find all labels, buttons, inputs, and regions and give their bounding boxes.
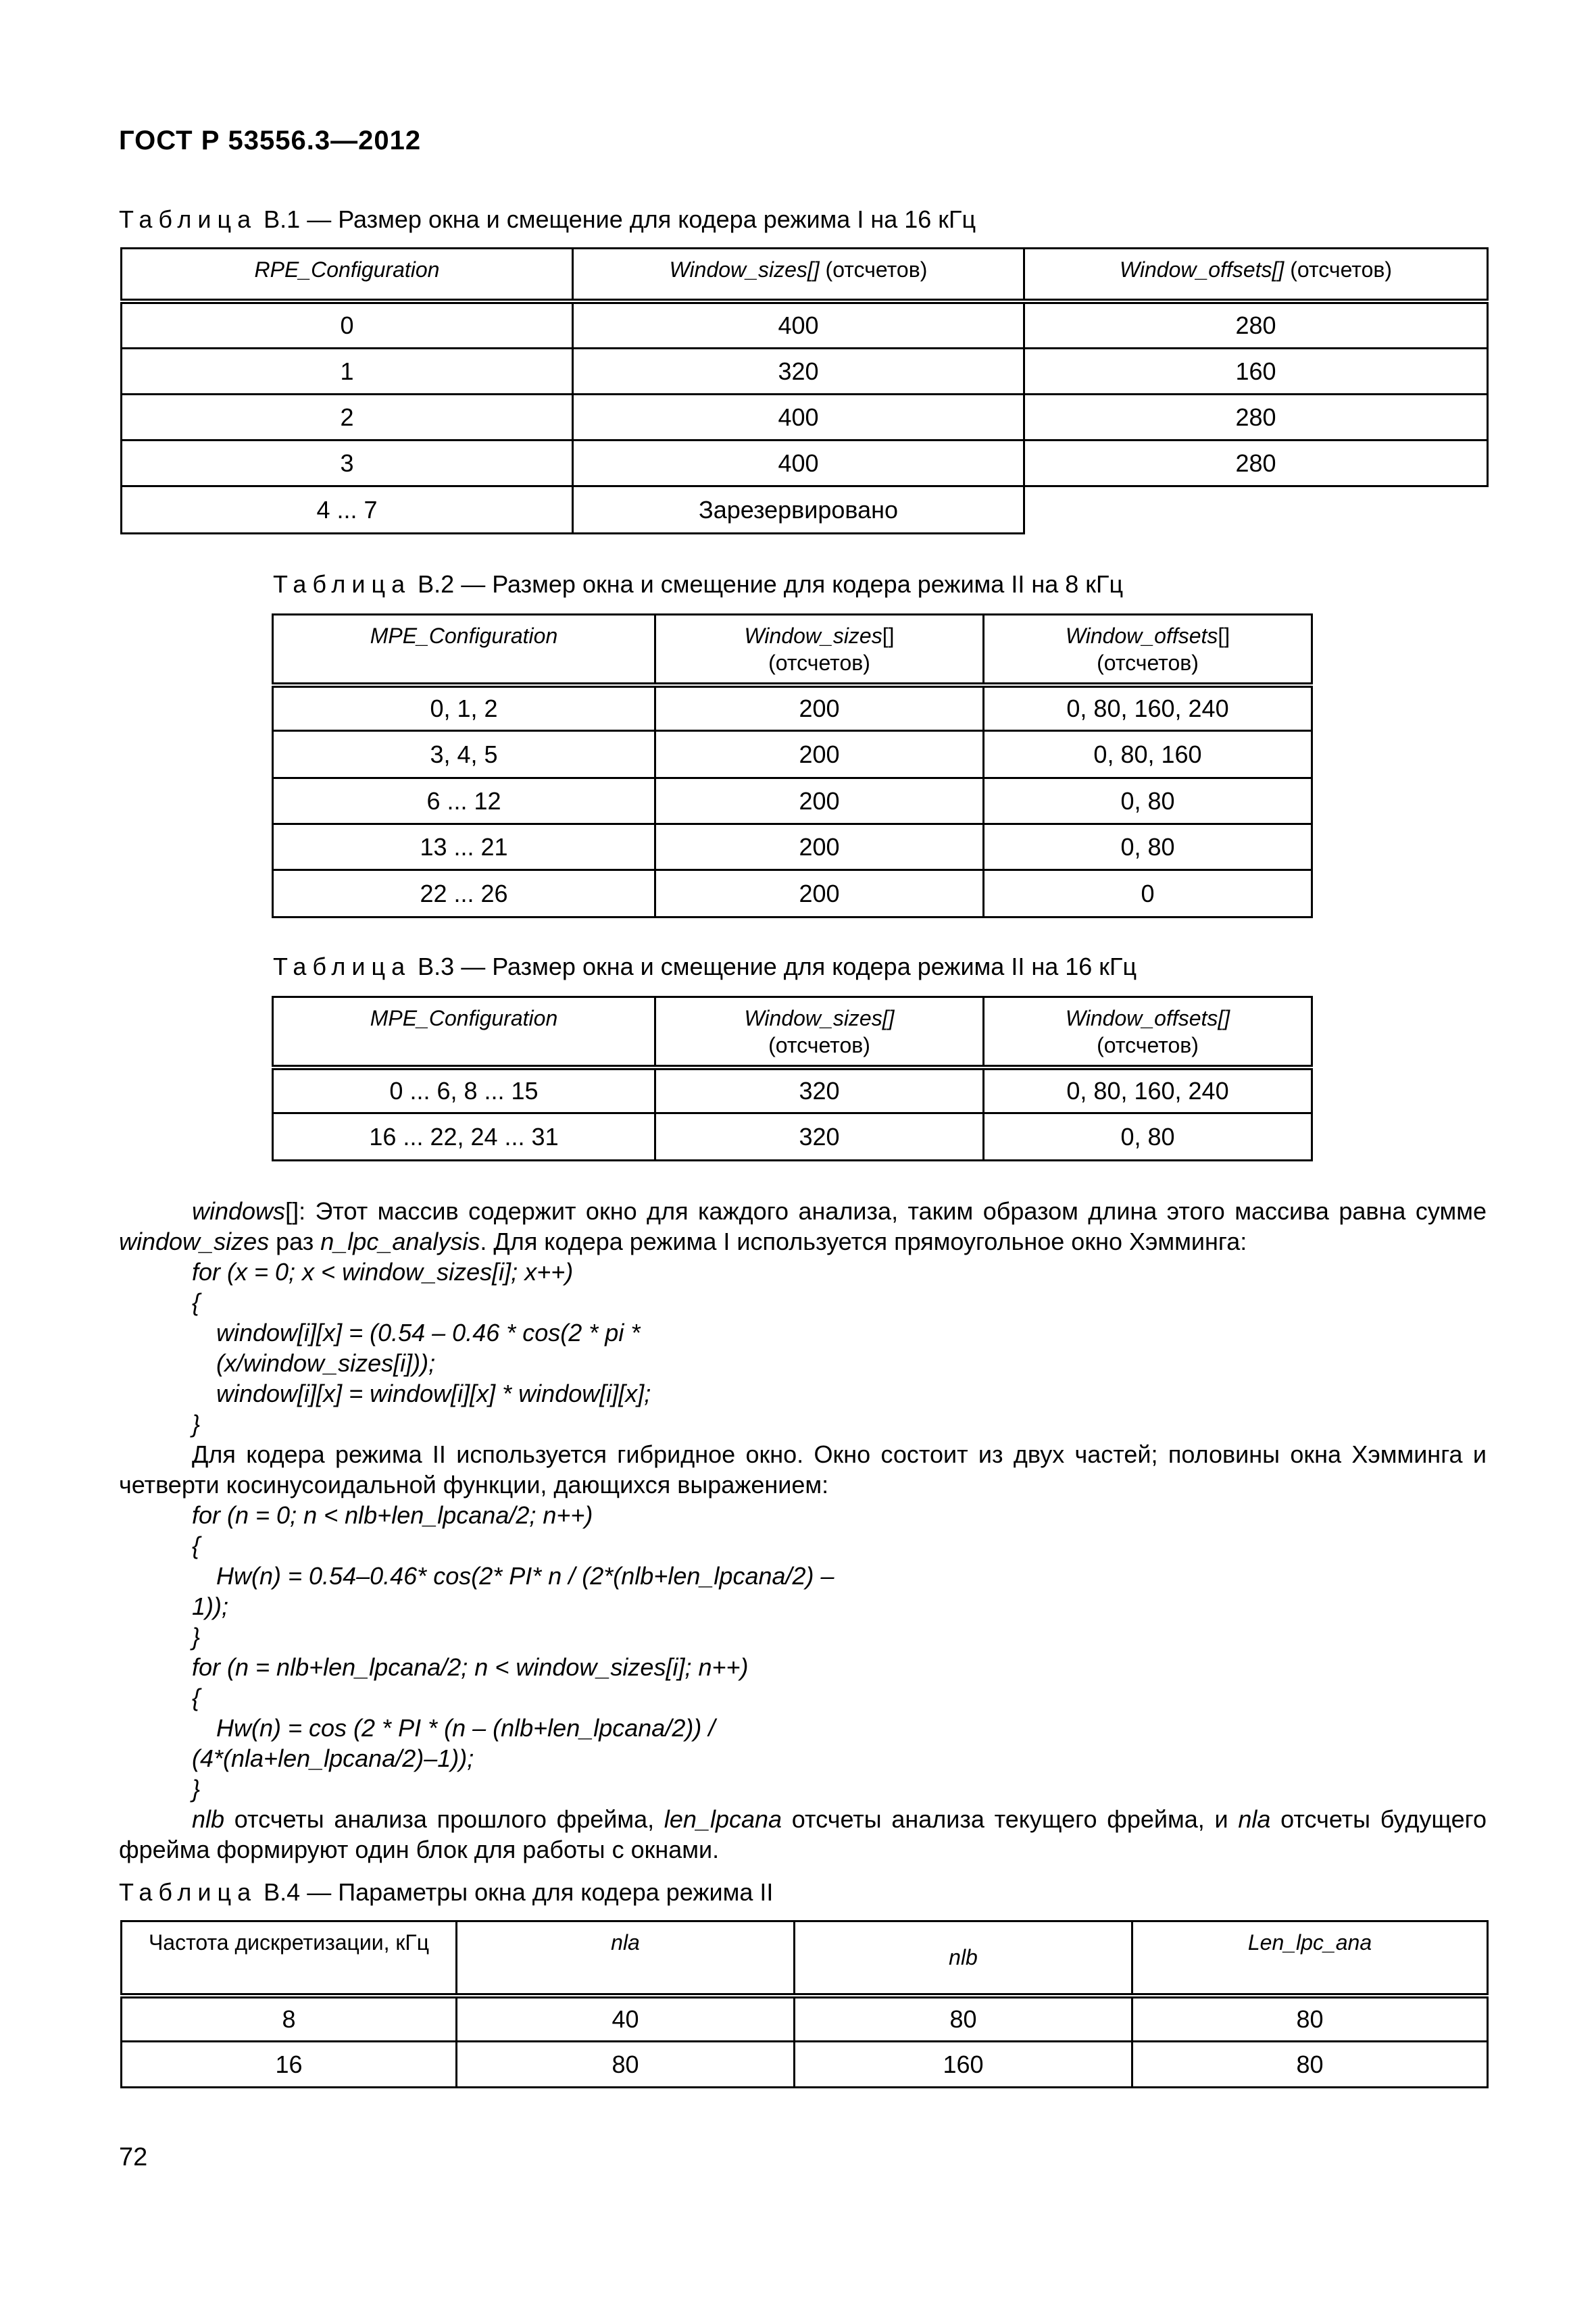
table4-header-cell: nlb [795,1921,1132,1996]
table-cell: 400 [573,395,1024,441]
code-line: Hw(n) = 0.54–0.46* cos(2* PI* n / (2*(nlb+len_lpcana/2) – [216,1562,834,1590]
table-cell: 0, 1, 2 [273,685,655,731]
table2-header-cell: MPE_Configuration [273,615,655,685]
table-cell: 1 [122,349,573,395]
table-cell: 0, 80, 160, 240 [984,685,1312,731]
table-cell: 22 ... 26 [273,870,655,917]
table-cell: 3 [122,441,573,486]
paragraph-frame-samples: nlb отсчеты анализа прошлого фрейма, len_lpcana отсчеты анализа текущего фрейма, и nla отсчеты будущего фрейма формируют один блок для работы с окнами. [119,1805,1487,1863]
table-cell: 0, 80, 160 [984,731,1312,778]
table-cell: 80 [457,2042,795,2088]
table-cell: 40 [457,1996,795,2042]
table-cell: 200 [655,731,984,778]
table-cell: 320 [655,1067,984,1113]
table4 [120,1920,1489,2088]
table-row [273,731,1312,778]
table-cell: 0, 80 [984,1113,1312,1161]
table-row [122,2042,1488,2088]
table-cell: 0 [984,870,1312,917]
empty-cell [1024,486,1488,534]
table-cell: 0, 80 [984,824,1312,870]
code-line: (4*(nla+len_lpcana/2)–1)); [192,1744,474,1772]
table3 [272,996,1313,1161]
table4-caption-label: Таблица [119,1878,257,1906]
table-cell: 6 ... 12 [273,778,655,824]
table3-caption-label: Таблица [273,953,412,980]
table-row [122,301,1488,349]
table3-header-cell: Window_sizes[] (отсчетов) [655,997,984,1067]
table-cell: 80 [1132,2042,1488,2088]
table-row [273,824,1312,870]
code-line: } [192,1775,201,1803]
table4-caption-text: В.4 — Параметры окна для кодера режима II [264,1878,774,1906]
table1-caption [119,205,976,234]
table-cell: 320 [573,349,1024,395]
table1-header-cell: Window_offsets[] (отсчетов) [1024,249,1488,301]
table4-header-cell: Len_lpc_ana [1132,1921,1488,1996]
paragraph-windows: windows[]: Этот массив содержит окно для каждого анализа, таким образом длина этого массива равна сумме window_sizes раз n_lpc_analysis. Для кодера режима I используется прямоугольное окно Хэмминга: [119,1197,1487,1255]
code-line: { [192,1684,201,1711]
table-cell: 80 [795,1996,1132,2042]
table1-caption-label: Таблица [119,205,257,233]
table-cell: Зарезервировано [573,486,1024,534]
table2-header-cell: Window_offsets[] (отсчетов) [984,615,1312,685]
table1-caption-text: В.1 — Размер окна и смещение для кодера режима I на 16 кГц [264,205,976,233]
table-row [122,1996,1488,2042]
table-cell: 320 [655,1113,984,1161]
code-line: window[i][x] = window[i][x] * window[i][x]; [216,1380,651,1407]
table-cell: 4 ... 7 [122,486,573,534]
table2 [272,613,1313,918]
table-cell: 0, 80 [984,778,1312,824]
table-cell: 0, 80, 160, 240 [984,1067,1312,1113]
code-line: window[i][x] = (0.54 – 0.46 * cos(2 * pi * [216,1319,641,1347]
paragraph-hybrid-window: Для кодера режима II используется гибридное окно. Окно состоит из двух частей; половины окна Хэмминга и четверти косинусоидальной функции, дающихся выражением: [119,1440,1487,1499]
table-cell: 16 ... 22, 24 ... 31 [273,1113,655,1161]
code-line: for (x = 0; x < window_sizes[i]; x++) [192,1258,574,1286]
table-cell: 13 ... 21 [273,824,655,870]
table-row [273,778,1312,824]
table-row [273,1067,1312,1113]
table4-header-cell: nla [457,1921,795,1996]
table-cell: 200 [655,824,984,870]
code-line: for (n = nlb+len_lpcana/2; n < window_sizes[i]; n++) [192,1653,749,1681]
table-cell: 200 [655,870,984,917]
table-cell: 280 [1024,395,1488,441]
table2-caption-text: В.2 — Размер окна и смещение для кодера режима II на 8 кГц [418,570,1124,598]
page-number: 72 [119,2143,148,2171]
table-cell: 280 [1024,441,1488,486]
table2-caption [273,570,1123,599]
table-row [273,1113,1312,1161]
table-cell: 3, 4, 5 [273,731,655,778]
table3-header-cell: MPE_Configuration [273,997,655,1067]
table-cell: 160 [795,2042,1132,2088]
code-line: } [192,1623,201,1651]
table-row [122,349,1488,395]
table-cell: 80 [1132,1996,1488,2042]
table3-caption-text: В.3 — Размер окна и смещение для кодера режима II на 16 кГц [418,953,1137,980]
table-cell: 200 [655,685,984,731]
table-cell: 160 [1024,349,1488,395]
table-row [122,486,1488,534]
document-header: ГОСТ Р 53556.3—2012 [119,126,422,155]
code-line: 1)); [192,1592,228,1620]
code-line: } [192,1410,201,1438]
table3-header-cell: Window_offsets[] (отсчетов) [984,997,1312,1067]
table2-caption-label: Таблица [273,570,412,598]
code-line: { [192,1288,201,1316]
table-cell: 400 [573,441,1024,486]
table4-caption [119,1878,773,1907]
table-row [122,395,1488,441]
table-cell: 8 [122,1996,457,2042]
table-cell: 0 ... 6, 8 ... 15 [273,1067,655,1113]
table-row [273,870,1312,917]
table-row [122,441,1488,486]
table-cell: 280 [1024,301,1488,349]
code-line: { [192,1532,201,1559]
table-cell: 200 [655,778,984,824]
table-cell: 0 [122,301,573,349]
table4-header-cell: Частота дискретизации, кГц [122,1921,457,1996]
table2-header-cell: Window_sizes[] (отсчетов) [655,615,984,685]
table3-caption [273,953,1137,981]
table1 [120,247,1489,534]
table1-header-cell: Window_sizes[] (отсчетов) [573,249,1024,301]
table-cell: 16 [122,2042,457,2088]
code-line: Hw(n) = cos (2 * PI * (n – (nlb+len_lpcana/2)) / [216,1714,716,1742]
table-cell: 400 [573,301,1024,349]
code-line: (x/window_sizes[i])); [216,1349,436,1377]
table-cell: 2 [122,395,573,441]
table1-header-cell: RPE_Configuration [122,249,573,301]
code-line: for (n = 0; n < nlb+len_lpcana/2; n++) [192,1501,593,1529]
table-row [273,685,1312,731]
